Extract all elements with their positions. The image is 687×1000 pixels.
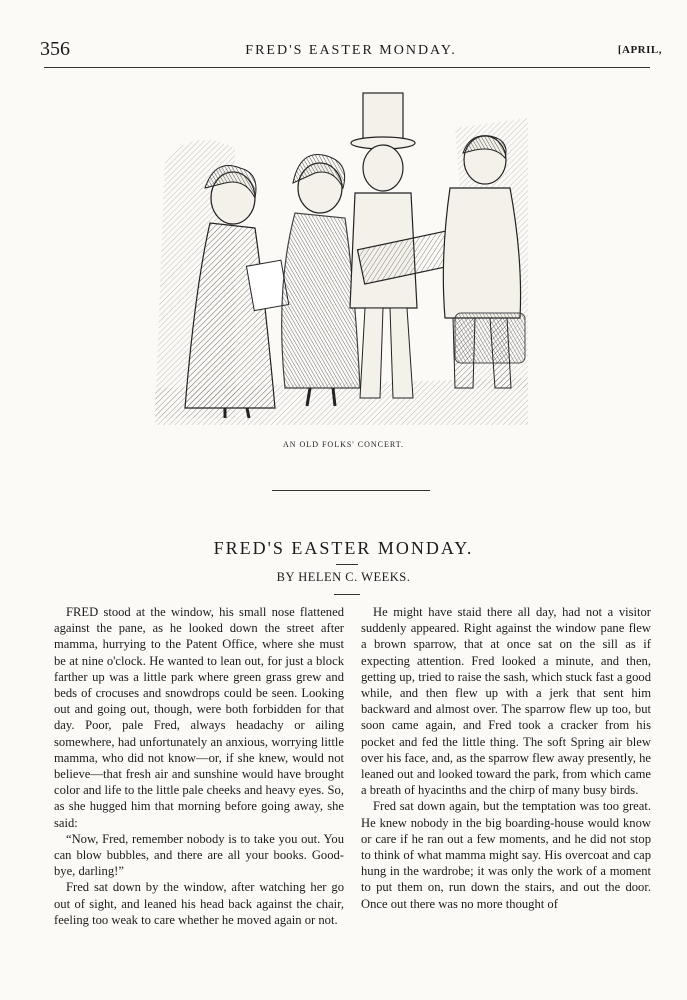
running-header xyxy=(40,36,662,64)
right-column xyxy=(361,604,651,912)
paragraph: Fred sat down again, but the temptation was too great. He knew nobody in the big boarding-house would know or care if he ran out a few moments, and he did not stop to think of what mamma might say. His overcoat and cap hung in the wardrobe; it was only the work of a moment to put them on, run down the stairs, and out the door. Once out there was no more thought of xyxy=(361,799,651,911)
running-title: FRED'S EASTER MONDAY. xyxy=(245,43,457,58)
paragraph: “Now, Fred, remember nobody is to take you out. You can blow bubbles, and there are all your books. Good-bye, darling!” xyxy=(54,831,344,879)
title-rule xyxy=(336,564,358,565)
paragraph: Fred sat down by the window, after watching her go out of sight, and leaned his head back against the chair, feeling too weak to care whether he moved again or not. xyxy=(54,880,344,927)
engraving-illustration xyxy=(155,88,528,425)
byline-rule xyxy=(334,594,360,595)
header-rule xyxy=(44,67,650,68)
page-number: 356 xyxy=(40,38,70,60)
issue-label: [APRIL, xyxy=(617,44,662,56)
left-column xyxy=(54,604,344,928)
illustration-caption: AN OLD FOLKS' CONCERT. xyxy=(282,440,405,449)
girl-center-figure xyxy=(282,155,360,406)
paragraph: FRED stood at the window, his small nose flattened against the pane, as he looked down the street after mamma, hurrying to the Patent Office, where she must be at nine o'clock. He wanted to lean out, for just a block farther up was a little park where green grass grew and beds of crocuses and snowdrops could be seen. Looking out and going out, though, were both forbidden for that day. Poor, pale Fred, always headachy or ailing somewhere, had unfortunately an anxious, worrying little mamma, who did not know—or, if she knew, would not believe—that fresh air and sunshine would have brought color and life to the little pale cheeks and heavy eyes. So, as she hugged him that morning before going away, she said: xyxy=(54,605,344,830)
section-rule xyxy=(272,490,430,491)
byline: BY HELEN C. WEEKS. xyxy=(276,570,411,584)
article-title: FRED'S EASTER MONDAY. xyxy=(213,538,474,558)
paragraph: He might have staid there all day, had not a visitor suddenly appeared. Right against the window pane flew a brown sparrow, that at once sat on the sill as if expecting attention. Fred looked a minute, and then, getting up, tried to raise the sash, which stuck fast a good while, and then flew up with a jerk that sent him backward and almost over. The sparrow flew up too, but soon came again, and Fred took a cracker from his pocket and fed the little thing. The soft Spring air blew over his face, and, as the sparrow flew away presently, he leaned out and looked toward the park, from which came a breath of hyacinths and the chirp of many busy birds. xyxy=(361,605,651,798)
